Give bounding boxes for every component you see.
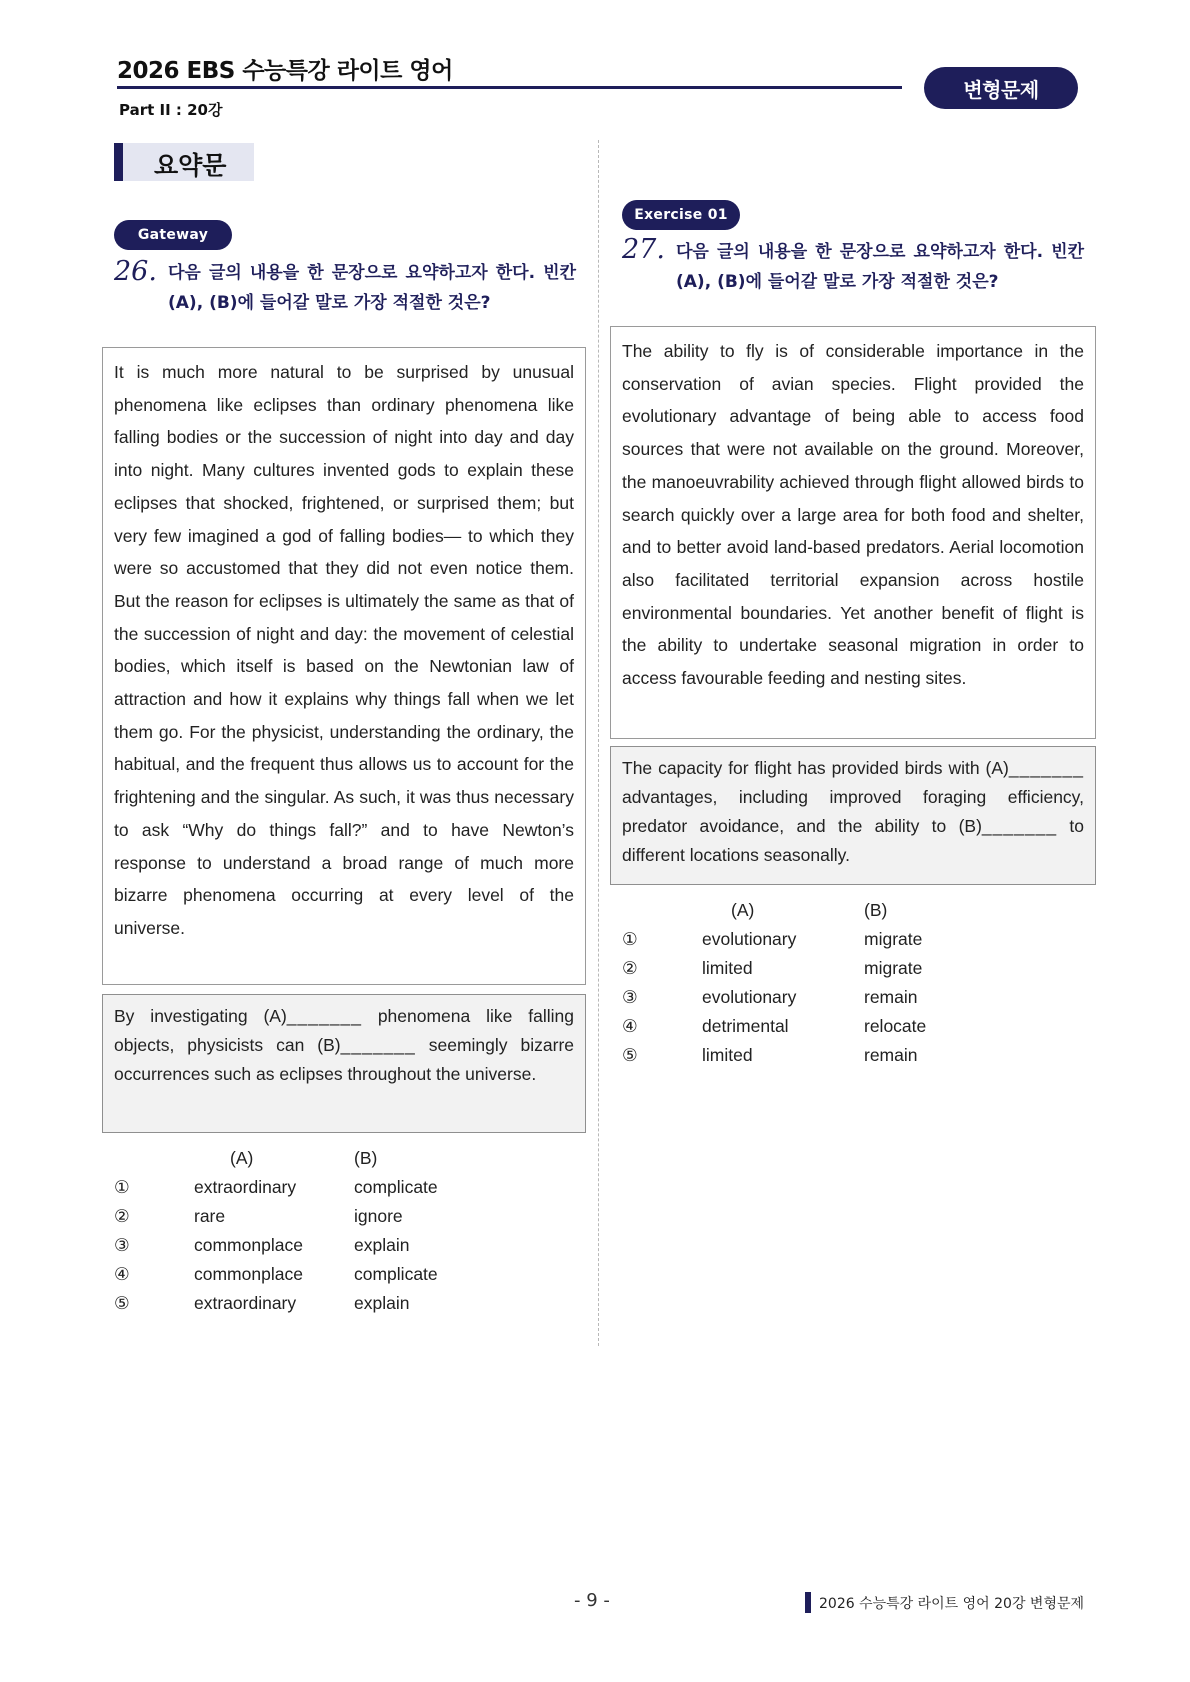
gateway-question-line2: (A), (B)에 들어갈 말로 가장 적절한 것은? — [168, 293, 491, 313]
gateway-option-header-a: (A) — [230, 1148, 254, 1168]
exercise-summary-blank-a: _______ — [1008, 758, 1084, 778]
exercise-summary-part3: to different locations seasonally. — [622, 816, 1084, 865]
document-title: 2026 EBS 수능특강 라이트 영어 — [117, 58, 453, 84]
exercise-option-2-b: migrate — [864, 958, 923, 978]
gateway-question-number: 26. — [114, 256, 157, 287]
exercise-option-1-b: migrate — [864, 929, 923, 949]
gateway-option-3-number[interactable]: ③ — [114, 1235, 130, 1255]
section-title: 요약문 — [154, 151, 227, 180]
exercise-option-5-a: limited — [702, 1045, 753, 1065]
gateway-option-2-a: rare — [194, 1206, 226, 1226]
gateway-option-3-a: commonplace — [194, 1235, 303, 1255]
exercise-question-line1: 다음 글의 내용을 한 문장으로 요약하고자 한다. 빈칸 — [676, 242, 1084, 262]
header-rule — [117, 86, 902, 89]
exercise-passage-text: The ability to fly is of considerable importance in the conservation of avian species. Flight provided the evolutionary advantage of being able to access food sources that were not available on the ground. Moreover, the manoeuvrability achieved through flight allowed birds to search quickly over a large area for both food and shelter, and to better avoid land-based predators. Aerial locomotion also facilitated territorial expansion across hostile environmental boundaries. Yet another benefit of flight is the ability to undertake seasonal migration in order to access favourable feeding and nesting sites. — [622, 341, 1084, 689]
gateway-summary-part2: phenomena like falling objects, physicists can (B) — [114, 1006, 574, 1055]
page-number: - 9 - — [574, 1590, 610, 1611]
column-divider — [598, 140, 599, 1346]
gateway-option-5-number[interactable]: ⑤ — [114, 1293, 130, 1313]
exercise-option-3-a: evolutionary — [702, 987, 797, 1007]
variant-badge: 변형문제 — [924, 67, 1078, 109]
exercise-badge: Exercise 01 — [622, 200, 740, 230]
gateway-option-1-number[interactable]: ① — [114, 1177, 130, 1197]
footer-accent-bar — [805, 1592, 811, 1613]
exercise-option-4-b: relocate — [864, 1016, 927, 1036]
gateway-option-header-b: (B) — [354, 1148, 378, 1168]
exercise-summary-box — [610, 746, 1096, 885]
exercise-option-header-b: (B) — [864, 900, 888, 920]
footer-text: 2026 수능특강 라이트 영어 20강 변형문제 — [819, 1596, 1085, 1612]
gateway-badge: Gateway — [114, 220, 232, 250]
gateway-option-2-b: ignore — [354, 1206, 403, 1226]
exercise-option-header-a: (A) — [731, 900, 755, 920]
exercise-option-1-number[interactable]: ① — [622, 929, 638, 949]
gateway-summary-box — [102, 994, 586, 1133]
gateway-summary-blank-a: _______ — [286, 1006, 362, 1026]
exercise-summary-blank-b: _______ — [981, 816, 1058, 836]
exercise-option-1-a: evolutionary — [702, 929, 797, 949]
exercise-question-line2: (A), (B)에 들어갈 말로 가장 적절한 것은? — [676, 272, 999, 292]
gateway-option-5-b: explain — [354, 1293, 410, 1313]
exercise-option-3-number[interactable]: ③ — [622, 987, 638, 1007]
gateway-question-line1: 다음 글의 내용을 한 문장으로 요약하고자 한다. 빈칸 — [168, 263, 576, 283]
gateway-option-4-number[interactable]: ④ — [114, 1264, 130, 1284]
exercise-option-4-number[interactable]: ④ — [622, 1016, 638, 1036]
gateway-option-2-number[interactable]: ② — [114, 1206, 130, 1226]
gateway-option-1-a: extraordinary — [194, 1177, 297, 1197]
exercise-option-5-number[interactable]: ⑤ — [622, 1045, 638, 1065]
gateway-summary-part1: By investigating (A) — [114, 1006, 287, 1026]
gateway-option-4-a: commonplace — [194, 1264, 303, 1284]
gateway-option-3-b: explain — [354, 1235, 410, 1255]
exercise-summary-part2: advantages, including improved foraging efficiency, predator avoidance, and the ability to (B) — [622, 787, 1084, 836]
gateway-option-4-b: complicate — [354, 1264, 438, 1284]
gateway-summary-blank-b: _______ — [340, 1035, 416, 1055]
gateway-passage-box — [102, 347, 586, 985]
gateway-summary-part3: seemingly bizarre occurrences such as eclipses throughout the universe. — [114, 1035, 575, 1084]
gateway-passage-text: It is much more natural to be surprised by unusual phenomena like eclipses than ordinary phenomena like falling bodies or the succession of night into day and day into night. Many cultures invented gods to explain these eclipses that shocked, frightened, or surprised them; but very few imagined a god of falling bodies— to which they were so accustomed that they did not even notice them. But the reason for eclipses is ultimately the same as that of the succession of night and day: the movement of celestial bodies, which itself is based on the Newtonian law of attraction and how it explains why things fall when we let them go. For the physicist, understanding the ordinary, the habitual, and the frequent thus allows us to account for the frightening and the singular. As such, it was thus necessary to ask “Why do things fall?” and to have Newton’s response to understand a broad range of much more bizarre phenomena occurring at every level of the universe. — [114, 362, 574, 938]
part-label: Part II : 20강 — [119, 101, 223, 119]
gateway-option-1-b: complicate — [354, 1177, 438, 1197]
exercise-option-2-number[interactable]: ② — [622, 958, 638, 978]
exercise-summary-part1: The capacity for flight has provided birds with (A) — [622, 758, 1009, 778]
exercise-option-3-b: remain — [864, 987, 918, 1007]
gateway-option-5-a: extraordinary — [194, 1293, 297, 1313]
exercise-option-2-a: limited — [702, 958, 753, 978]
exercise-question-number: 27. — [622, 234, 665, 265]
exercise-option-4-a: detrimental — [702, 1016, 789, 1036]
exercise-option-5-b: remain — [864, 1045, 918, 1065]
exercise-passage-box — [610, 326, 1096, 739]
